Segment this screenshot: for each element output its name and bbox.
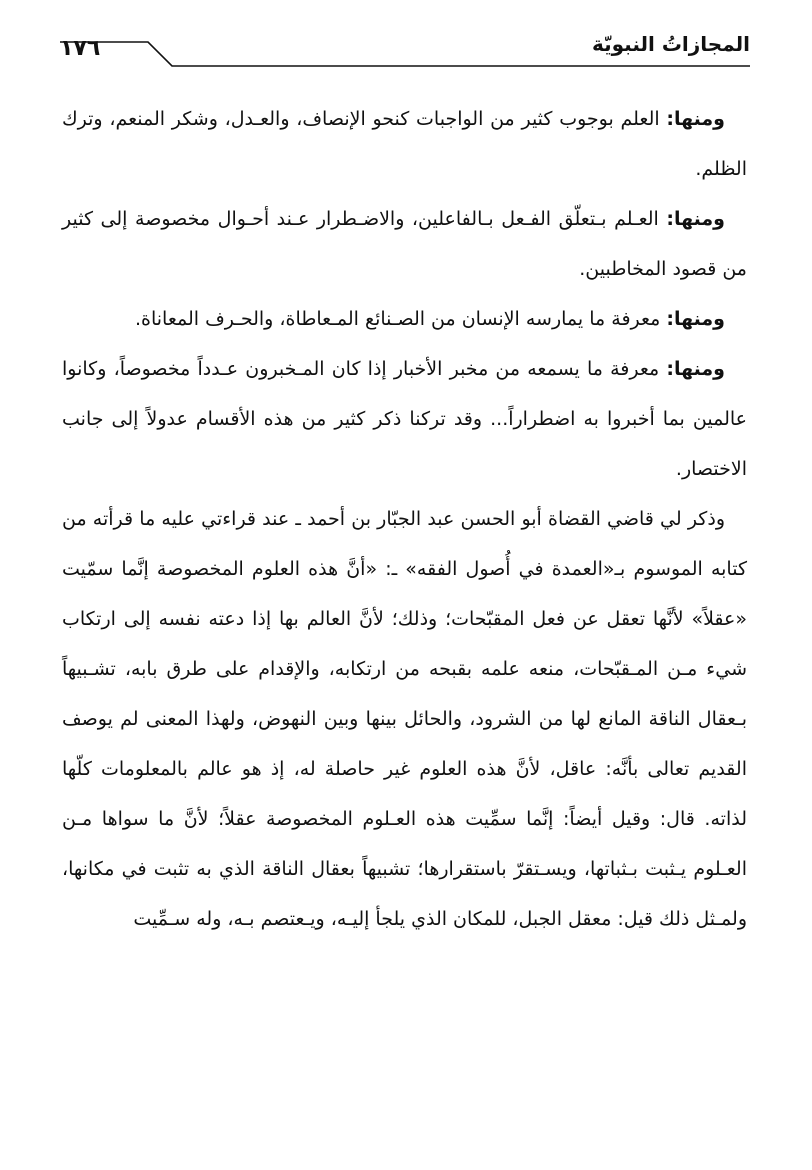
page-body xyxy=(62,94,747,944)
paragraph-4 xyxy=(62,344,747,494)
paragraph-lead: ومنها: xyxy=(666,358,725,380)
page-number: ١٧٦ xyxy=(60,36,101,61)
book-title: المجازاتُ النبويّة xyxy=(592,32,750,56)
paragraph-5 xyxy=(62,494,747,944)
paragraph-text: معرفة ما يسمعه من مخبر الأخبار إذا كان المـخبرون عـدداً مخصوصاً، وكانوا عالمين بما أخبروا به اضطراراً... وقد تركنا ذكر كثير من هذه الأقسام عدولاً إلى جانب الاختصار. xyxy=(62,358,747,480)
paragraph-lead: ومنها: xyxy=(666,308,725,330)
running-header xyxy=(60,22,750,72)
paragraph-lead: ومنها: xyxy=(666,208,725,230)
paragraph-text: العلم بوجوب كثير من الواجبات كنحو الإنصاف، والعـدل، وشكر المنعم، وترك الظلم. xyxy=(62,108,747,180)
paragraph-text: وذكر لي قاضي القضاة أبو الحسن عبد الجبّار بن أحمد ـ عند قراءتي عليه ما قرأته من كتابه الموسوم بـ«العمدة في أُصول الفقه» ـ: «أنَّ هذه العلوم المخصوصة إنَّما سمّيت «عقلاً» لأنَّها تعقل عن فعل المقبّحات؛ وذلك؛ لأنَّ العالم بها إذا دعته نفسه إلى ارتكاب شيء مـن المـقبّحات، منعه علمه بقبحه من ارتكابه، والإقدام على طرق بابه، تشـبيهاً بـعقال الناقة المانع لها من الشرود، والحائل بينها وبين النهوض، ولهذا المعنى لم يوصف القديم تعالى بأنَّه: عاقل، لأنَّ هذه العلوم غير حاصلة له، إذ هو عالم بالمعلومات كلّها لذاته. قال: وقيل أيضاً: إنَّما سمِّيت هذه العـلوم المخصوصة عقلاً؛ لأنَّ ما سواها مـن العـلوم يـثبت بـثباتها، ويسـتقرّ باستقرارها؛ تشبيهاً بعقال الناقة الذي به تثبت في مكانها، ولمـثل ذلك قيل: معقل الجبل، للمكان الذي يلجأ إليـه، ويـعتصم بـه، وله سـمِّيت xyxy=(62,508,747,930)
paragraph-text: معرفة ما يمارسه الإنسان من الصـنائع المـعاطاة، والحـرف المعاناة. xyxy=(134,308,667,330)
paragraph-2 xyxy=(62,194,747,294)
paragraph-3 xyxy=(62,294,747,344)
paragraph-text: العـلم بـتعلّق الفـعل بـالفاعلين، والاضـطرار عـند أحـوال مخصوصة إلى كثير من قصود المخاطبين. xyxy=(62,208,747,280)
paragraph-1 xyxy=(62,94,747,194)
paragraph-lead: ومنها: xyxy=(666,108,725,130)
